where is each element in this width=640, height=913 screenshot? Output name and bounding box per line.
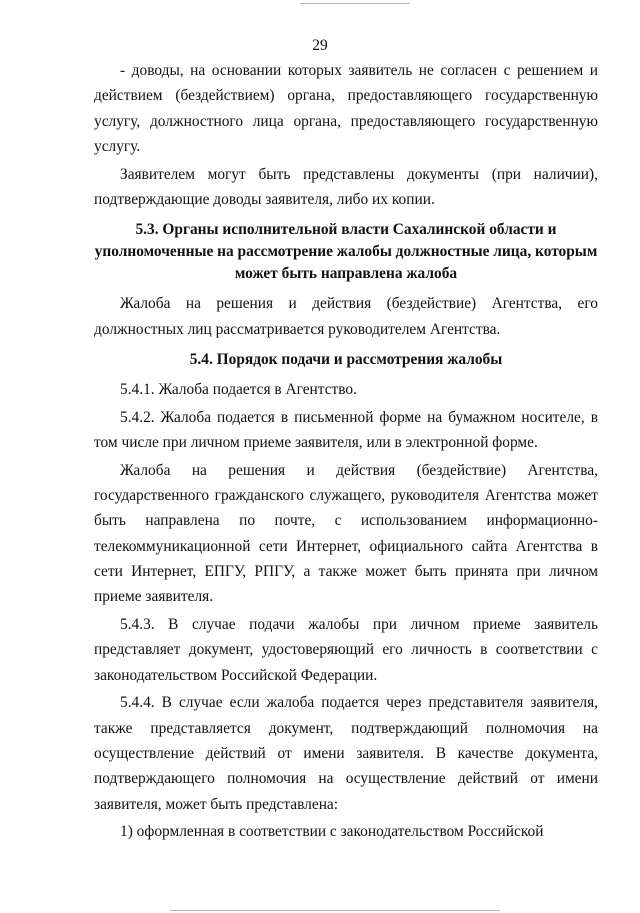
paragraph-submission-channels: Жалоба на решения и действия (бездействие) Агентства, государственного гражданского служащего, руководителя Агентства может быть направлена по почте, с использованием информационно-телекоммуникационной сети Интернет, официального сайта Агентства в сети Интернет, ЕПГУ, РПГУ, а также может быть принята при личном приеме заявителя. — [94, 461, 598, 606]
scan-artifact-bottom — [170, 910, 500, 911]
paragraph-arguments: - доводы, на основании которых заявитель не согласен с решением и действием (бездействием) органа, предоставляющего государственную услугу, должностного лица органа, предоставляющего государственную услугу. — [94, 62, 598, 155]
paragraph-supporting-documents: Заявителем могут быть представлены документы (при наличии), подтверждающие доводы заявителя, либо их копии. — [94, 165, 598, 208]
page-number: 29 — [312, 37, 328, 54]
document-body — [94, 58, 598, 847]
section-heading-5-4: 5.4. Порядок подачи и рассмотрения жалобы — [189, 350, 503, 368]
paragraph-list-item-1: 1) оформленная в соответствии с законодательством Российской — [120, 823, 544, 841]
section-heading-5-3: 5.3. Органы исполнительной власти Сахалинской области и уполномоченные на рассмотрение жалобы должностные лица, которым может быть направлена жалоба — [94, 221, 598, 283]
scan-artifact-top — [300, 3, 410, 4]
paragraph-5-4-4: 5.4.4. В случае если жалоба подается через представителя заявителя, также представляется документ, подтверждающий полномочия на осуществление действий от имени заявителя. В качестве документа, подтверждающего полномочия на осуществление действий от имени заявителя, может быть представлена: — [94, 694, 598, 813]
paragraph-5-4-3: 5.4.3. В случае подачи жалобы при личном приеме заявитель представляет документ, удостоверяющий его личность в соответствии с законодательством Российской Федерации. — [94, 616, 598, 684]
paragraph-5-4-2: 5.4.2. Жалоба подается в письменной форме на бумажном носителе, в том числе при личном приеме заявителя, или в электронной форме. — [94, 408, 598, 451]
paragraph-5-4-1: 5.4.1. Жалоба подается в Агентство. — [120, 380, 357, 398]
paragraph-complaint-review: Жалоба на решения и действия (бездействие) Агентства, его должностных лиц рассматривается руководителем Агентства. — [94, 295, 598, 338]
